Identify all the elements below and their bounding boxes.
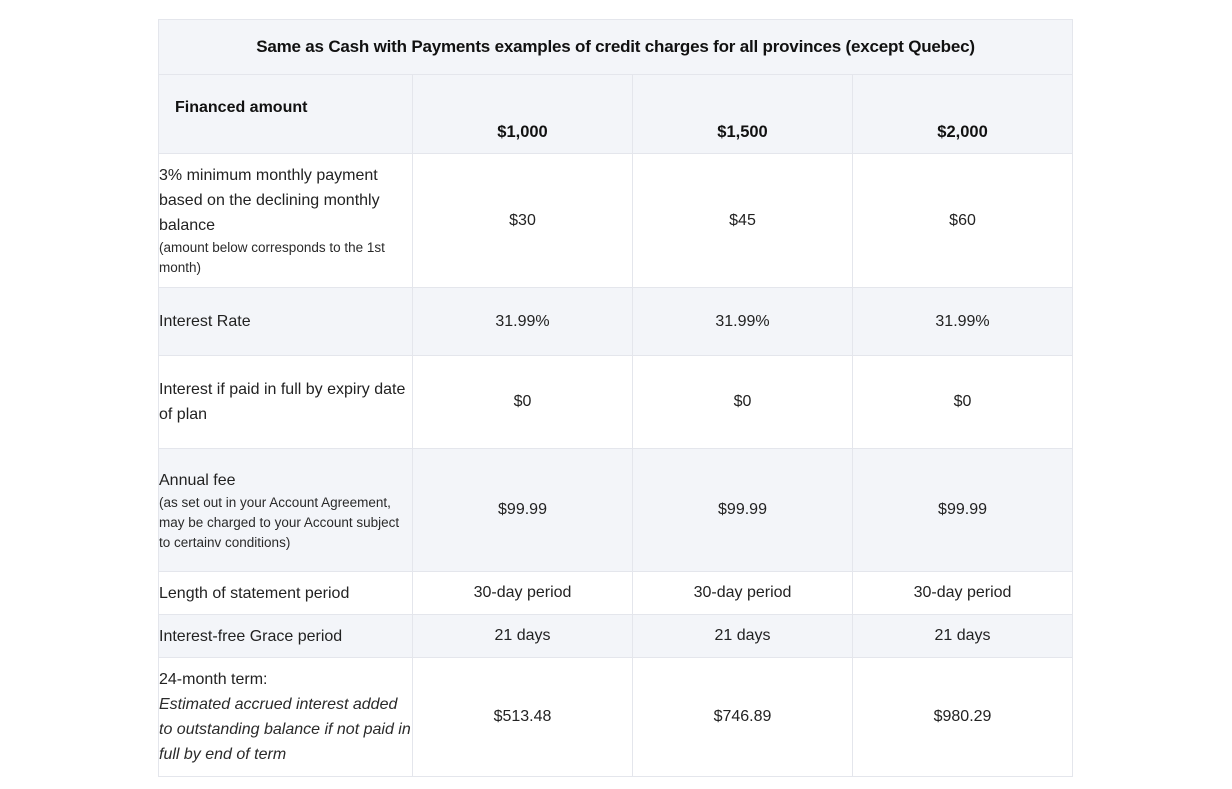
- table-title: Same as Cash with Payments examples of credit charges for all provinces (except Quebec): [159, 20, 1073, 75]
- table-cell: $99.99: [633, 449, 853, 572]
- row-label-cell: [159, 154, 413, 288]
- table-cell: 31.99%: [853, 288, 1073, 356]
- amount-header-2000: $2,000: [853, 75, 1073, 154]
- amount-header-1000: $1,000: [413, 75, 633, 154]
- table-row-interest-paid-in-full: [159, 356, 1073, 449]
- row-label: 24-month term:: [159, 671, 268, 688]
- table-cell: 21 days: [633, 615, 853, 658]
- table-cell: 31.99%: [413, 288, 633, 356]
- table-cell: 30-day period: [413, 572, 633, 615]
- table-cell: $60: [853, 154, 1073, 288]
- credit-charges-table: [158, 19, 1073, 777]
- row-label: Interest Rate: [159, 288, 413, 356]
- table-cell: 31.99%: [633, 288, 853, 356]
- table-cell: $513.48: [413, 658, 633, 777]
- title-row: [159, 20, 1073, 75]
- table-cell: 30-day period: [633, 572, 853, 615]
- table-cell: 21 days: [853, 615, 1073, 658]
- table-cell: $746.89: [633, 658, 853, 777]
- table-cell: $30: [413, 154, 633, 288]
- row-label: 3% minimum monthly payment based on the declining monthly balance: [159, 167, 380, 234]
- table-row-24-month-term: [159, 658, 1073, 777]
- row-label-cell: [159, 658, 413, 777]
- table-row-annual-fee: [159, 449, 1073, 572]
- table-cell: $99.99: [853, 449, 1073, 572]
- financed-amount-header: Financed amount: [159, 75, 413, 154]
- table-cell: 30-day period: [853, 572, 1073, 615]
- table-cell: $0: [413, 356, 633, 449]
- table-row-minimum-payment: [159, 154, 1073, 288]
- row-note: Estimated accrued interest added to outstanding balance if not paid in full by end of term: [159, 696, 411, 763]
- table-cell: $0: [853, 356, 1073, 449]
- row-label: Annual fee: [159, 471, 236, 489]
- row-label: Interest if paid in full by expiry date of plan: [159, 356, 413, 449]
- table-cell: $980.29: [853, 658, 1073, 777]
- row-note: (as set out in your Account Agreement, may be charged to your Account subject to certainv conditions): [159, 494, 400, 550]
- row-label-cell: [159, 449, 413, 572]
- amount-header-1500: $1,500: [633, 75, 853, 154]
- table-cell: $45: [633, 154, 853, 288]
- row-label: Length of statement period: [159, 572, 413, 615]
- table-cell: $99.99: [413, 449, 633, 572]
- row-note: (amount below corresponds to the 1st month): [159, 240, 385, 275]
- table-row-grace-period: [159, 615, 1073, 658]
- table-cell: $0: [633, 356, 853, 449]
- table-row-interest-rate: [159, 288, 1073, 356]
- header-row: [159, 75, 1073, 154]
- row-label: Interest-free Grace period: [159, 615, 413, 658]
- table-row-statement-period: [159, 572, 1073, 615]
- table-cell: 21 days: [413, 615, 633, 658]
